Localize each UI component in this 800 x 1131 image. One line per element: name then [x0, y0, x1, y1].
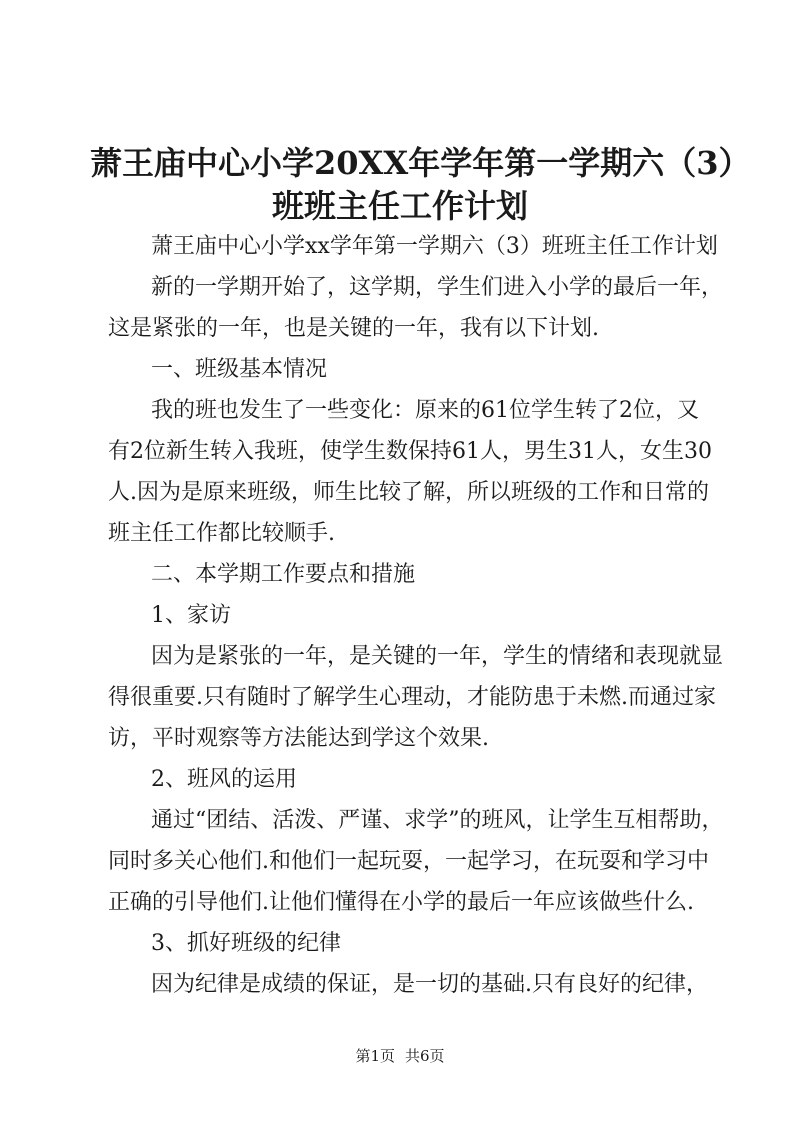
- page-footer: [0, 1046, 800, 1066]
- paragraph-line: 人.因为是原来班级，师生比较了解，所以班级的工作和日常的: [108, 480, 709, 505]
- document-title-line-1: 萧王庙中心小学20XX年学年第一学期六（3）: [90, 144, 751, 182]
- subsection-heading: 1、家访: [151, 603, 231, 628]
- paragraph-subtitle: 萧王庙中心小学xx学年第一学期六（3）班班主任工作计划: [151, 234, 718, 259]
- paragraph-line: 正确的引导他们.让他们懂得在小学的最后一年应该做些什么.: [108, 890, 694, 915]
- paragraph-line: 得很重要.只有随时了解学生心理动，才能防患于未燃.而通过家: [108, 685, 716, 710]
- page-number-total: 共6页: [405, 1047, 445, 1065]
- paragraph-line: 因为纪律是成绩的保证，是一切的基础.只有良好的纪律，: [151, 972, 708, 997]
- paragraph-line: 同时多关心他们.和他们一起玩耍，一起学习，在玩耍和学习中: [108, 849, 709, 874]
- subsection-heading: 2、班风的运用: [151, 767, 297, 792]
- paragraph-line: 我的班也发生了一些变化：原来的61位学生转了2位，又: [151, 398, 699, 423]
- paragraph-line: 访，平时观察等方法能达到学这个效果.: [108, 726, 489, 751]
- subsection-heading: 3、抓好班级的纪律: [151, 931, 341, 956]
- page-number-current: 第1页: [355, 1047, 395, 1065]
- section-heading: 二、本学期工作要点和措施: [151, 562, 416, 587]
- document-title-line-2: 班班主任工作计划: [271, 187, 528, 225]
- paragraph-line: 有2位新生转入我班，使学生数保持61人，男生31人，女生30: [108, 439, 712, 464]
- paragraph-line: 新的一学期开始了，这学期，学生们进入小学的最后一年，: [151, 275, 724, 300]
- section-heading: 一、班级基本情况: [151, 357, 328, 382]
- paragraph-line: 这是紧张的一年，也是关键的一年，我有以下计划.: [108, 316, 599, 341]
- paragraph-line: 班主任工作都比较顺手.: [108, 521, 335, 546]
- paragraph-line: 因为是紧张的一年，是关键的一年，学生的情绪和表现就显: [151, 644, 724, 669]
- paragraph-line: 通过“团结、活泼、严谨、求学”的班风，让学生互相帮助，: [151, 808, 724, 833]
